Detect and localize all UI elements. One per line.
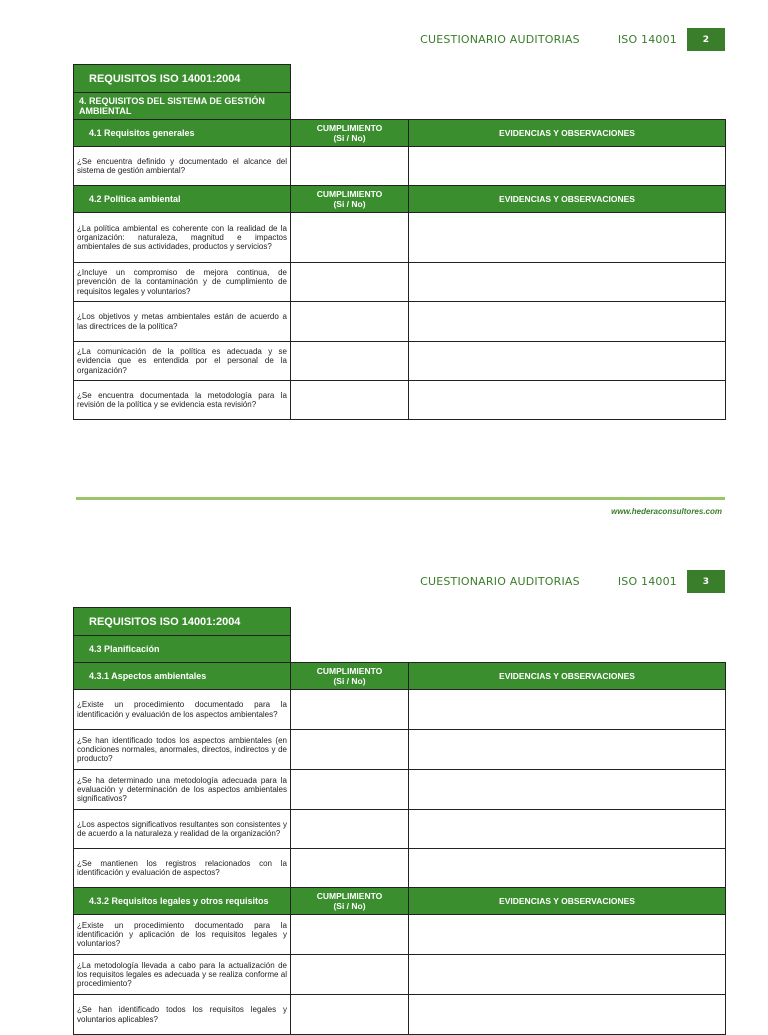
compliance-cell[interactable] [291,810,409,849]
compliance-cell[interactable] [291,147,409,186]
evidence-cell[interactable] [409,263,726,302]
document-page-3 [0,540,768,1024]
header-doc-title: CUESTIONARIO AUDITORIAS [420,575,580,588]
table-row [74,636,726,663]
group-header-row [74,120,726,147]
requirements-table [73,64,726,420]
section-heading: 4. REQUISITOS DEL SISTEMA DE GESTIÓN AMBIENTAL [74,93,291,120]
evidence-cell[interactable] [409,302,726,342]
page-header [420,28,725,51]
compliance-cell[interactable] [291,302,409,342]
question-row [74,770,726,810]
question-text: ¿Los objetivos y metas ambientales están de acuerdo a las directrices de la política? [74,302,291,342]
compliance-cell[interactable] [291,213,409,263]
compliance-cell[interactable] [291,770,409,810]
question-text: ¿Existe un procedimiento documentado para la identificación y aplicación de los requisitos legales y voluntarios? [74,915,291,955]
compliance-cell[interactable] [291,915,409,955]
table-title: REQUISITOS ISO 14001:2004 [74,65,291,93]
evidence-cell[interactable] [409,213,726,263]
evidence-cell[interactable] [409,147,726,186]
table-title: REQUISITOS ISO 14001:2004 [74,608,291,636]
header-standard: ISO 14001 [617,33,677,46]
compliance-cell[interactable] [291,995,409,1035]
page-number-badge: 2 [687,28,725,51]
question-row [74,147,726,186]
compliance-column-header: CUMPLIMIENTO (Si / No) [291,663,409,690]
table-row [74,65,726,93]
evidence-cell[interactable] [409,995,726,1035]
group-header-row [74,186,726,213]
group-heading: 4.2 Política ambiental [74,186,291,213]
evidence-cell[interactable] [409,730,726,770]
question-row [74,915,726,955]
group-header-row [74,888,726,915]
evidence-cell[interactable] [409,381,726,420]
question-row [74,263,726,302]
question-row [74,955,726,995]
question-text: ¿Se mantienen los registros relacionados con la identificación y evaluación de aspectos? [74,849,291,888]
question-text: ¿Se ha determinado una metodología adecuada para la evaluación y determinación de los aspectos ambientales significativos? [74,770,291,810]
question-text: ¿Se han identificado todos los requisitos legales y voluntarios aplicables? [74,995,291,1035]
question-text: ¿Los aspectos significativos resultantes son consistentes y de acuerdo a la naturaleza y realidad de la organización? [74,810,291,849]
group-heading: 4.1 Requisitos generales [74,120,291,147]
question-text: ¿La metodología llevada a cabo para la actualización de los requisitos legales es adecuada y se realiza conforme al procedimiento? [74,955,291,995]
question-row [74,342,726,381]
question-text: ¿Existe un procedimiento documentado para la identificación y evaluación de los aspectos ambientales? [74,690,291,730]
evidence-cell[interactable] [409,770,726,810]
question-row [74,730,726,770]
evidence-column-header: EVIDENCIAS Y OBSERVACIONES [409,120,726,147]
question-text: ¿La comunicación de la política es adecuada y se evidencia que es entendida por el personal de la organización? [74,342,291,381]
section-heading: 4.3 Planificación [74,636,291,663]
question-row [74,810,726,849]
question-row [74,213,726,263]
evidence-column-header: EVIDENCIAS Y OBSERVACIONES [409,186,726,213]
evidence-cell[interactable] [409,915,726,955]
compliance-column-header: CUMPLIMIENTO (Si / No) [291,888,409,915]
header-standard: ISO 14001 [617,575,677,588]
group-heading: 4.3.1 Aspectos ambientales [74,663,291,690]
compliance-cell[interactable] [291,263,409,302]
question-text: ¿Se encuentra documentada la metodología para la revisión de la política y se evidencia esta revisión? [74,381,291,420]
compliance-cell[interactable] [291,381,409,420]
page-header [420,570,725,593]
evidence-column-header: EVIDENCIAS Y OBSERVACIONES [409,663,726,690]
requirements-table [73,607,726,1035]
evidence-cell[interactable] [409,342,726,381]
header-doc-title: CUESTIONARIO AUDITORIAS [420,33,580,46]
table-row [74,93,726,120]
evidence-cell[interactable] [409,690,726,730]
question-row [74,690,726,730]
compliance-cell[interactable] [291,730,409,770]
compliance-column-header: CUMPLIMIENTO (Si / No) [291,120,409,147]
group-header-row [74,663,726,690]
question-row [74,381,726,420]
question-text: ¿Incluye un compromiso de mejora continua, de prevención de la contaminación y de cumplimiento de requisitos legales y voluntarios? [74,263,291,302]
compliance-cell[interactable] [291,690,409,730]
evidence-column-header: EVIDENCIAS Y OBSERVACIONES [409,888,726,915]
group-heading: 4.3.2 Requisitos legales y otros requisitos [74,888,291,915]
evidence-cell[interactable] [409,849,726,888]
question-text: ¿La política ambiental es coherente con la realidad de la organización: naturaleza, magnitud e impactos ambientales de sus actividades, productos y servicios? [74,213,291,263]
question-row [74,302,726,342]
compliance-cell[interactable] [291,342,409,381]
footer-divider [76,497,725,500]
compliance-column-header: CUMPLIMIENTO (Si / No) [291,186,409,213]
compliance-cell[interactable] [291,955,409,995]
question-row [74,849,726,888]
table-row [74,608,726,636]
evidence-cell[interactable] [409,955,726,995]
page-number-badge: 3 [687,570,725,593]
compliance-cell[interactable] [291,849,409,888]
question-text: ¿Se encuentra definido y documentado el alcance del sistema de gestión ambiental? [74,147,291,186]
question-text: ¿Se han identificado todos los aspectos ambientales (en condiciones normales, anormales, directos, indirectos y de producto? [74,730,291,770]
footer-url[interactable]: www.hederaconsultores.com [611,507,722,516]
evidence-cell[interactable] [409,810,726,849]
question-row [74,995,726,1035]
